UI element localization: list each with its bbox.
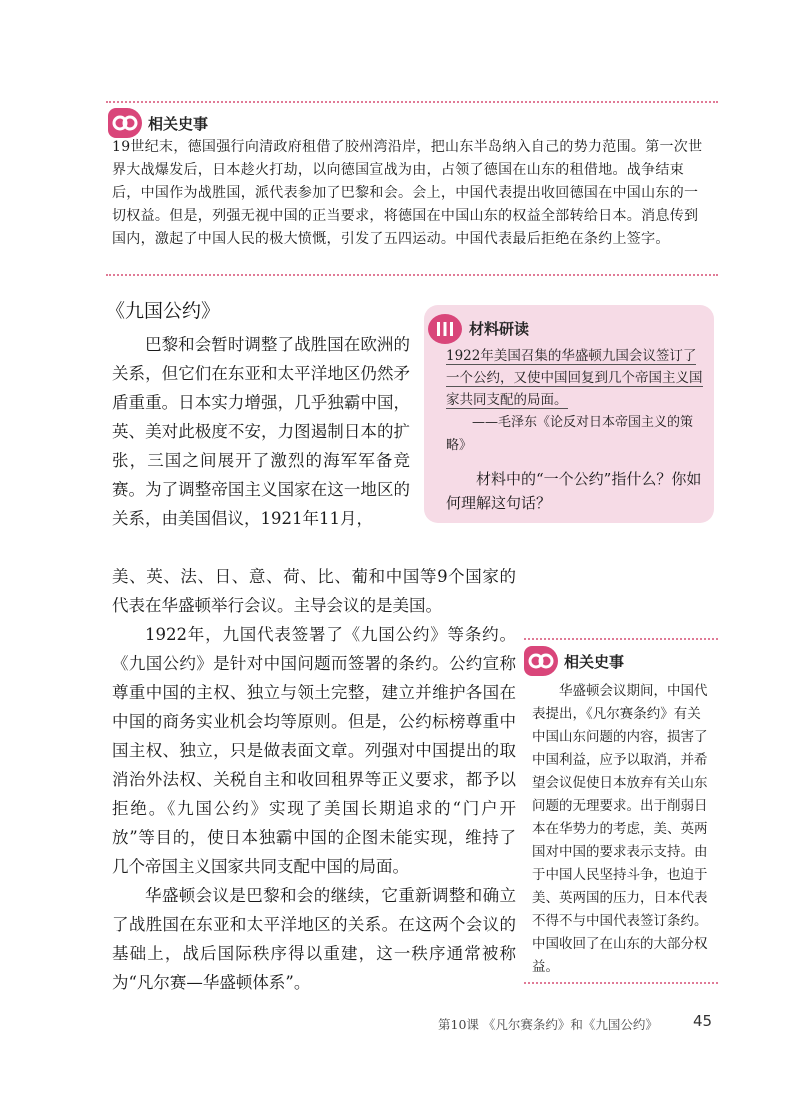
top-box-top-rule xyxy=(106,101,718,103)
material-quote-text: 1922年美国召集的华盛顿九国会议签订了一个公约，又使中国回复到几个帝国主义国家共同支配的局面。 xyxy=(446,348,703,408)
side-related-history-text: 华盛顿会议期间，中国代表提出，《凡尔赛条约》有关中国山东问题的内容，损害了中国利益，应予以取消，并希望会议促使日本放弃有关山东问题的无理要求。出于削弱日本在华势力的考虑，美、英两国对中国的要求表示支持。由于中国人民坚持斗争，也迫于美、英两国的压力，日本代表不得不与中国代表签订条约。中国收回了在山东的大部分权益。 xyxy=(532,683,708,975)
paragraph-1-part-b: 美、英、法、日、意、荷、比、葡和中国等9个国家的代表在华盛顿举行会议。主导会议的是美国。 xyxy=(112,567,516,615)
side-related-history-title: 相关史事 xyxy=(564,653,625,671)
material-source: ——毛泽东《论反对日本帝国主义的策略》 xyxy=(446,415,694,453)
material-study-title: 材料研读 xyxy=(469,320,530,338)
paragraph-2: 1922年，九国代表签署了《九国公约》等条约。《九国公约》是针对中国问题而签署的条约。公约宣称尊重中国的主权、独立与领土完整，建立并维护各国在中国的商务实业机会均等原则。但是，公约标榜尊重中国主权、独立，只是做表面文章。列强对中国提出的取消治外法权、关税自主和收回租界等正义要求，都予以拒绝。《九国公约》实现了美国长期追求的“门户开放”等目的，使日本独霸中国的企图未能实现，维持了几个帝国主义国家共同支配中国的局面。 xyxy=(112,625,516,876)
footer-lesson-title: 第10课 《凡尔赛条约》和《九国公约》 xyxy=(438,1017,658,1032)
main-paragraph-1-top xyxy=(112,330,410,533)
main-text-column xyxy=(112,562,516,997)
top-related-history-title: 相关史事 xyxy=(148,115,209,133)
top-box-bottom-rule xyxy=(106,274,718,276)
related-history-icon xyxy=(524,646,558,676)
paragraph-1-part-a: 巴黎和会暂时调整了战胜国在欧洲的关系，但它们在东亚和太平洋地区仍然矛盾重重。日本实力增强，几乎独霸中国，英、美对此极度不安，力图遏制日本的扩张，三国之间展开了激烈的海军军备竞赛。为了调整帝国主义国家在这一地区的关系，由美国倡议，1921年11月， xyxy=(112,335,410,528)
top-related-history-text: 19世纪末，德国强行向清政府租借了胶州湾沿岸，把山东半岛纳入自己的势力范围。第一次世界大战爆发后，日本趁火打劫，以向德国宣战为由，占领了德国在山东的租借地。战争结束后，中国作为战胜国，派代表参加了巴黎和会。会上，中国代表提出收回德国在中国山东的一切权益。但是，列强无视中国的正当要求，将德国在中国山东的权益全部转给日本。消息传到国内，激起了中国人民的极大愤慨，引发了五四运动。中国代表最后拒绝在条约上签字。 xyxy=(112,139,703,247)
side-box-top-rule xyxy=(524,638,718,640)
material-quote xyxy=(446,345,704,411)
side-box-bottom-rule xyxy=(524,982,718,984)
material-question: 材料中的“一个公约”指什么？你如何理解这句话？ xyxy=(446,470,702,512)
page-number: 45 xyxy=(693,1012,713,1030)
related-history-icon xyxy=(108,108,142,138)
material-study-icon xyxy=(428,314,462,344)
paragraph-3: 华盛顿会议是巴黎和会的继续，它重新调整和确立了战胜国在东亚和太平洋地区的关系。在这两个会议的基础上，战后国际秩序得以重建，这一秩序通常被称为“凡尔赛—华盛顿体系”。 xyxy=(112,886,516,992)
section-title: 《九国公约》 xyxy=(106,300,221,322)
